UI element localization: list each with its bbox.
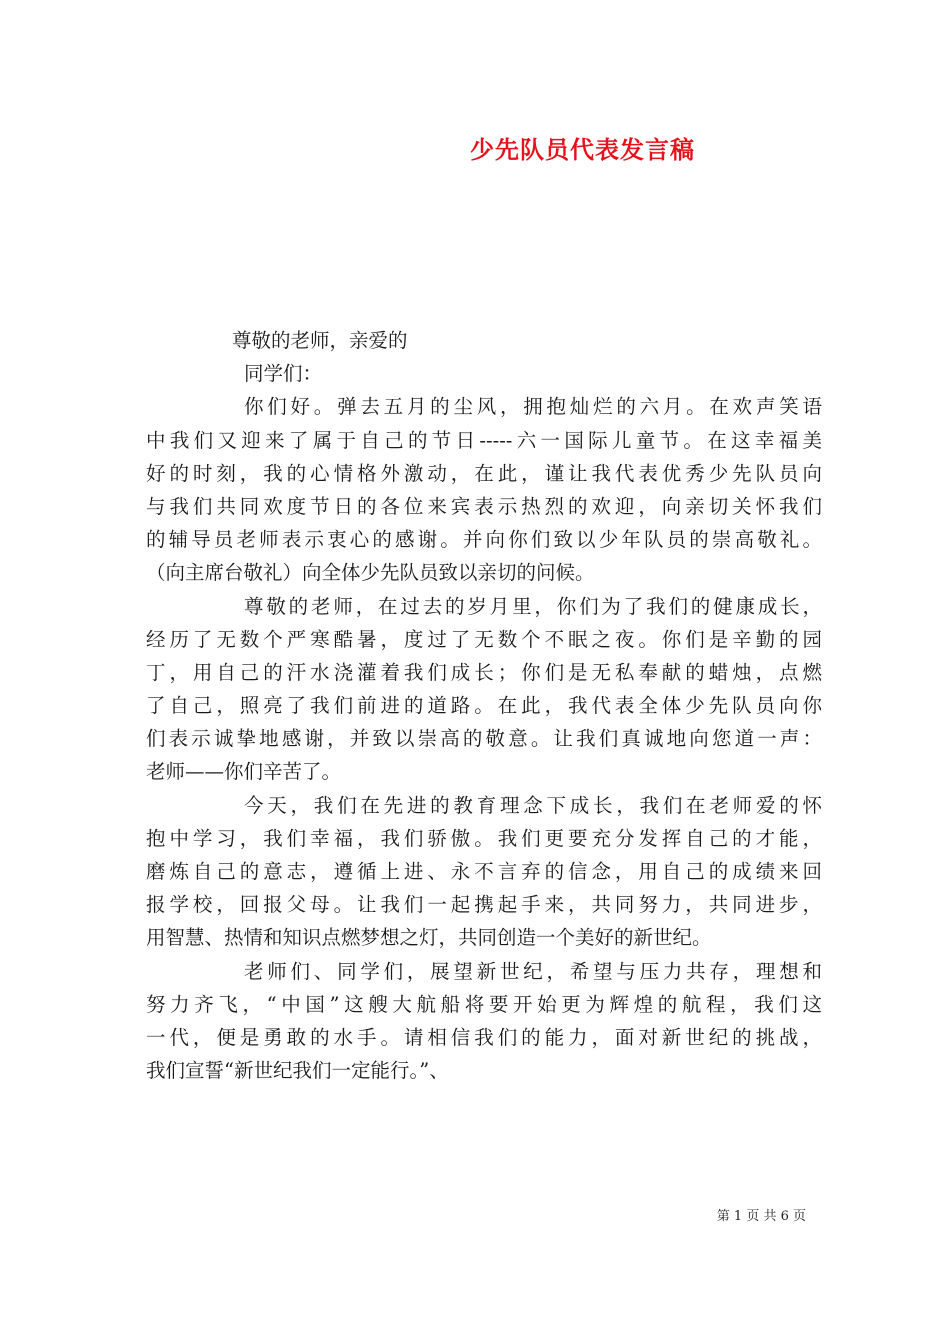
paragraph-line: 你们好。弹去五月的尘风，拥抱灿烂的六月。在欢声笑语 — [244, 395, 822, 419]
greeting-line: 尊敬的老师，亲爱的 — [232, 329, 408, 352]
paragraph-line: 老师——你们辛苦了。 — [146, 760, 342, 784]
paragraph-line: 今天，我们在先进的教育理念下成长，我们在老师爱的怀 — [244, 793, 822, 817]
paragraph-line: 报学校，回报父母。让我们一起携起手来，共同努力，共同进步， — [146, 893, 822, 917]
paragraph-line: 尊敬的老师，在过去的岁月里，你们为了我们的健康成长， — [244, 594, 822, 618]
paragraph-line: 了自己，照亮了我们前进的道路。在此，我代表全体少先队员向你 — [146, 694, 822, 718]
paragraph-line: 好的时刻，我的心情格外激动，在此，谨让我代表优秀少先队员向 — [146, 461, 822, 485]
greeting-line: 同学们： — [244, 362, 323, 386]
paragraph-line: （向主席台敬礼）向全体少先队员致以亲切的问候。 — [146, 561, 595, 585]
paragraph-line: 与我们共同欢度节日的各位来宾表示热烈的欢迎，向亲切关怀我们 — [146, 494, 822, 518]
document-title: 少先队员代表发言稿 — [470, 135, 695, 164]
paragraph-line: 用智慧、热情和知识点燃梦想之灯，共同创造一个美好的新世纪。 — [146, 926, 712, 950]
paragraph-line: 的辅导员老师表示衷心的感谢。并向你们致以少年队员的崇高敬礼。 — [146, 528, 822, 552]
paragraph-line: 经历了无数个严寒酷暑，度过了无数个不眠之夜。你们是辛勤的园 — [146, 627, 822, 651]
paragraph-line: 努力齐飞，“中国”这艘大航船将要开始更为辉煌的航程，我们这 — [146, 992, 822, 1016]
paragraph-line: 中我们又迎来了属于自己的节日-----六一国际儿童节。在这幸福美 — [146, 428, 822, 452]
page-number-footer: 第 1 页 共 6 页 — [716, 1209, 806, 1224]
paragraph-line: 我们宣誓“新世纪我们一定能行。”、 — [146, 1059, 449, 1083]
document-body — [146, 324, 822, 1087]
paragraph-line: 们表示诚挚地感谢，并致以崇高的敬意。让我们真诚地向您道一声： — [146, 727, 822, 751]
paragraph-line: 磨炼自己的意志，遵循上进、永不言弃的信念，用自己的成绩来回 — [146, 860, 822, 883]
paragraph-line: 一代，便是勇敢的水手。请相信我们的能力，面对新世纪的挑战， — [146, 1025, 822, 1049]
paragraph-line: 老师们、同学们，展望新世纪，希望与压力共存，理想和 — [244, 959, 822, 983]
paragraph-line: 抱中学习，我们幸福，我们骄傲。我们更要充分发挥自己的才能， — [146, 826, 822, 850]
paragraph-line: 丁，用自己的汗水浇灌着我们成长；你们是无私奉献的蜡烛，点燃 — [146, 660, 822, 684]
